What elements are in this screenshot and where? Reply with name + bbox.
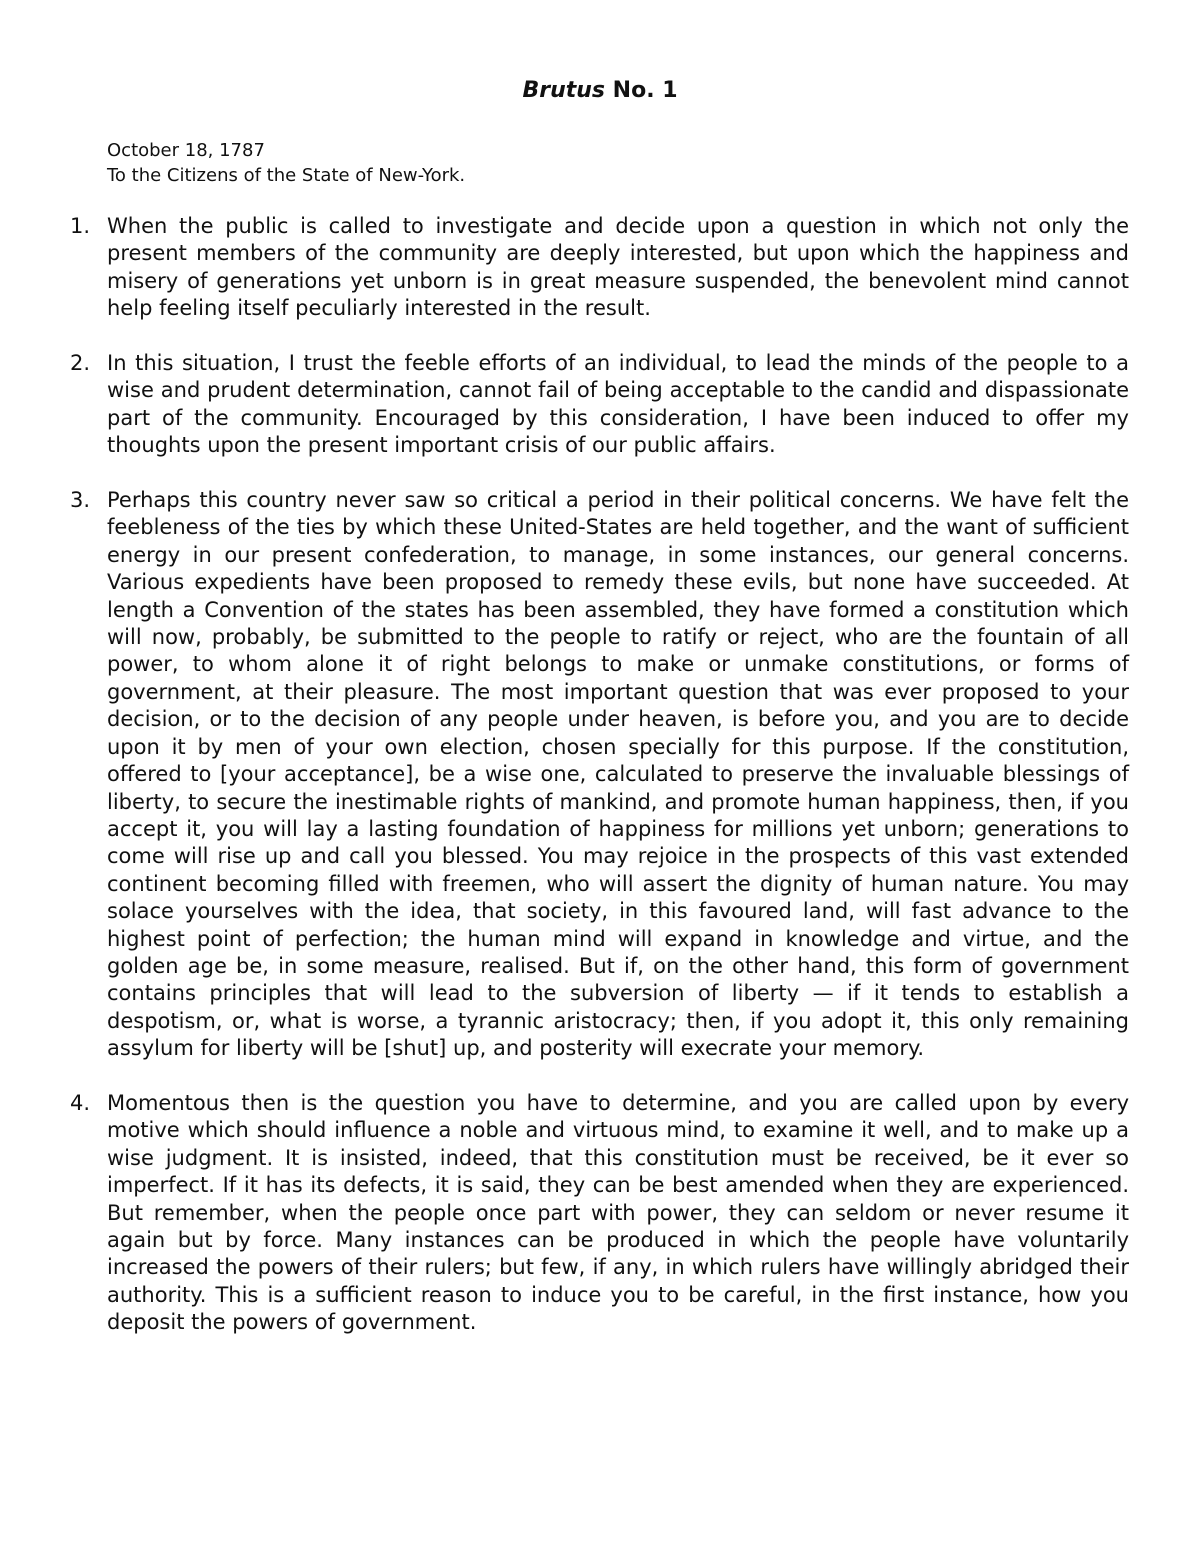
- paragraph-text: Momentous then is the question you have to determine, and you are called upon by every motive which should influence a noble and virtuous mind, to examine it well, and to make up a wise judgment. It is insisted, indeed, that this constitution must be received, be it ever so imperfect. If it has its defects, it is said, they can be best amended when they are experienced. But remember, when the people once part with power, they can seldom or never resume it again but by force. Many instances can be produced in which the people have voluntarily increased the powers of their rulers; but few, if any, in which rulers have willingly abridged their authority. This is a sufficient reason to induce you to be careful, in the first instance, how you deposit the powers of government.: [107, 1090, 1129, 1335]
- document-title: [0, 76, 1200, 106]
- letter-header: [107, 138, 465, 188]
- title-italic-part: Brutus: [522, 78, 606, 103]
- paragraph-1: [70, 213, 1129, 323]
- paragraph-2: [70, 350, 1129, 460]
- paragraph-number: 2.: [70, 351, 91, 376]
- paragraph-4: [70, 1090, 1129, 1337]
- paragraph-text: In this situation, I trust the feeble efforts of an individual, to lead the minds of the people to a wise and prudent determination, cannot fail of being acceptable to the candid and dispassionate part of the community. Encouraged by this consideration, I have been induced to offer my thoughts upon the present important crisis of our public affairs.: [107, 351, 1129, 458]
- letter-date: October 18, 1787: [107, 140, 265, 161]
- paragraph-3: [70, 487, 1129, 1063]
- title-number-part: No. 1: [605, 78, 678, 103]
- letter-salutation: To the Citizens of the State of New-York.: [107, 165, 466, 186]
- paragraph-text: When the public is called to investigate and decide upon a question in which not only the present members of the community are deeply interested, but upon which the happiness and misery of generations yet unborn is in great measure suspended, the benevolent mind cannot help feeling itself peculiarly interested in the result.: [107, 214, 1129, 321]
- paragraph-number: 4.: [70, 1090, 91, 1115]
- numbered-paragraph-list: [70, 213, 1129, 1364]
- paragraph-number: 3.: [70, 488, 91, 513]
- paragraph-number: 1.: [70, 214, 91, 238]
- paragraph-text: Perhaps this country never saw so critical a period in their political concerns. We have felt the feebleness of the ties by which these United-States are held together, and the want of sufficient energy in our present confederation, to manage, in some instances, our general concerns. Various expedients have been proposed to remedy these evils, but none have succeeded. At length a Convention of the states has been assembled, they have formed a constitution which will now, probably, be submitted to the people to ratify or reject, who are the fountain of all power, to whom alone it of right belongs to make or unmake constitutions, or forms of government, at their pleasure. The most important question that was ever proposed to your decision, or to the decision of any people under heaven, is before you, and you are to decide upon it by men of your own election, chosen specially for this purpose. If the constitution, offered to [your acceptance], be a wise one, calculated to preserve the invaluable blessings of liberty, to secure the inestimable rights of mankind, and promote human happiness, then, if you accept it, you will lay a lasting foundation of happiness for millions yet unborn; generations to come will rise up and call you blessed. You may rejoice in the prospects of this vast extended continent becoming filled with freemen, who will assert the dignity of human nature. You may solace yourselves with the idea, that society, in this favoured land, will fast advance to the highest point of perfection; the human mind will expand in knowledge and virtue, and the golden age be, in some measure, realised. But if, on the other hand, this form of government contains principles that will lead to the subversion of liberty — if it tends to establish a despotism, or, what is worse, a tyrannic aristocracy; then, if you adopt it, this only remaining assylum for liberty will be [shut] up, and posterity will execrate your memory.: [107, 488, 1129, 1061]
